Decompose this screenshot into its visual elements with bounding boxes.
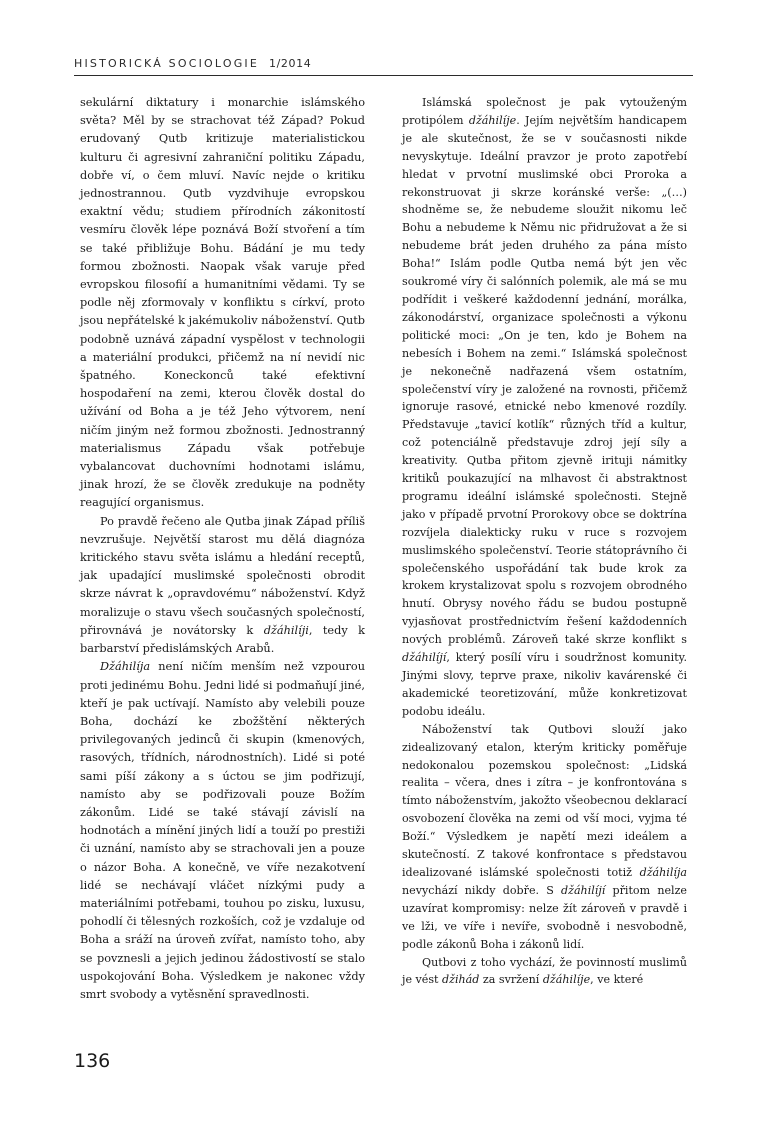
paragraph	[80, 94, 365, 513]
italic-term: džáhilíjí	[561, 883, 606, 897]
paragraph	[402, 954, 687, 990]
paragraph	[80, 513, 365, 659]
italic-term: džáhilíje	[468, 113, 517, 127]
journal-title: HISTORICKÁ SOCIOLOGIE	[74, 57, 260, 70]
paragraph	[402, 94, 687, 721]
paragraph	[80, 658, 365, 1004]
header-rule	[74, 75, 693, 76]
running-header	[74, 57, 311, 70]
paragraph-text: , ve které	[590, 973, 644, 987]
paragraph	[402, 721, 687, 954]
paragraph-text: Qutbovi z toho vychází, že povinností muslimů je vést	[402, 955, 687, 987]
italic-term: džáhilíjí	[402, 651, 447, 665]
paragraph-text: , který posílí víru i soudržnost komunity. Jinými slovy, teprve praxe, nikoliv kavárenské či akademické teoretizování, může konkretizovat podobu ideálu.	[402, 651, 687, 718]
paragraph-text: . Jejím největším handicapem je ale skutečnost, že se v současnosti nikde nevyskytuje. Ideální pravzor je proto zapotřebí hledat v prvotní muslimské obci Proroka a rekonstruovat ji skrze koránské verše: „(…) shodněme se, že nebudeme sloužit nikomu leč Bohu a nebudeme k Němu nic přidružovat a že si nebudeme brát jeden druhého za pána místo Boha!“ Islám podle Qutba nemá být jen věc soukromé víry či salónních polemik, ale má se mu podřídit i veškeré každodenní jednání, morálka, zákonodárství, organizace společnosti a výkonu politické moci: „On je ten, kdo je Bohem na nebesích i Bohem na zemi.“ Islámská společnost je nekonečně nadřazená všem ostatním, společenství víry je založené na rovnosti, přičemž ignoruje rasové, etnické nebo kmenové rozdíly. Představuje „tavicí kotlík“ různých tříd a kultur, což potenciálně představuje zdroj její síly a kreativity. Qutba přitom zjevně irituji námitky kritiků poukazující na mlhavost či abstraktnost programu ideální islámské společnosti. Stejně jako v případě prvotní Prorokovy obce se doktrína rozvíjela dialekticky ruku v ruce s rozvojem muslimského společenství. Teorie státoprávního či společenského uspořádání tak bude krok za krokem krystalizovat spolu s rozvojem obrodného hnutí. Obrysy nového řádu se budou postupně vyjasňovat prostřednictvím řešení každodenních nových problémů. Zároveň také skrze konflikt s	[402, 113, 687, 647]
paragraph-text: sekulární diktatury i monarchie islámského světa? Měl by se strachovat též Západ? Pokud erudovaný Qutb kritizuje materialistickou kulturu či agresivní zahraniční politiku Západu, dobře ví, o čem mluví. Navíc nejde o kritiku jednostrannou. Qutb vyzdvihuje evropskou exaktní vědu; studiem přírodních zákonitostí vesmíru člověk lépe poznává Boží stvoření a tím se také přibližuje Bohu. Bádání je mu tedy formou zbožnosti. Naopak však varuje před evropskou filosofií a humanitními vědami. Ty se podle něj zformovaly v konfliktu s církví, proto jsou nepřátelské k jakémukoliv náboženství. Qutb podobně uznává západní vyspělost v technologii a materiální produkci, přičemž na ní nevidí nic špatného. Koneckonců také efektivní hospodaření na zemi, kterou člověk dostal do užívání od Boha a je též Jeho výtvorem, není ničím jiným než formou zbožnosti. Jednostranný materialismus Západu však potřebuje vybalancovat duchovními hodnotami islámu, jinak hrozí, že se člověk zredukuje na podněty reagující organismus.	[80, 96, 365, 510]
left-column	[80, 94, 365, 1004]
issue-number: 1/2014	[269, 57, 312, 70]
paragraph-text: , tedy k barbarství předislámských Arabů.	[80, 623, 365, 656]
italic-term: džáhilíje	[542, 973, 591, 987]
paragraph-text: Islámská společnost je pak vytouženým protipólem	[402, 96, 687, 127]
paragraph-text: nevychází nikdy dobře. S	[402, 883, 561, 897]
paragraph-text: za svržení	[479, 973, 543, 987]
page-number: 136	[74, 1050, 111, 1072]
italic-term: džáhilíja	[639, 865, 687, 879]
paragraph-text: Náboženství tak Qutbovi slouží jako zidealizovaný etalon, kterým kriticky poměřuje nedokonalou pozemskou společnost: „Lidská realita – včera, dnes i zítra – je konfrontována s tímto náboženstvím, jakožto všeobecnou deklarací osvobození člověka na zemi od vší moci, vyjma té Boží.“ Výsledkem je napětí mezi ideálem a skutečností. Z takové konfrontace s představou idealizované islámské společnosti totiž	[402, 722, 687, 879]
paragraph-text: přitom nelze uzavírat kompromisy: nelze žít zároveň v pravdě i ve lži, ve víře i nevíře, svobodně i nesvobodně, podle zákonů Boha i zákonů lidí.	[402, 883, 687, 951]
paragraph-text: není ničím menším než vzpourou proti jedinému Bohu. Jedni lidé si podmaňují jiné, kteří je pak uctívají. Namísto aby velebili pouze Boha, dochází ke zbožštění některých privilegovaných jedinců či skupin (kmenových, rasových, třídních, národnostních). Lidé si poté sami píší zákony a s úctou se jim podřizují, namísto aby se podřizovali pouze Božím zákonům. Lidé se také stávají závislí na hodnotách a mínění jiných lidí a touží po prestiži či uznání, namísto aby se strachovali jen a pouze o názor Boha. A konečně, ve víře nezakotvení lidé se nechávají vláčet nízkými pudy a materiálními potřebami, touhou po zisku, luxusu, pohodlí či tělesných rozkoších, což je vzdaluje od Boha a sráží na úroveň zvířat, namísto toho, aby se povznesli a jejich jedinou žádostivostí se stalo uspokojování Boha. Výsledkem je nakonec vždy smrt svobody a vytěsnění spravedlnosti.	[80, 660, 365, 1001]
right-column	[402, 94, 687, 989]
italic-term: Džáhilíja	[100, 660, 151, 674]
italic-term: džihád	[442, 973, 480, 987]
paragraph-text: Po pravdě řečeno ale Qutba jinak Západ příliš nevzrušuje. Největší starost mu dělá diagnóza kritického stavu světa islámu a hledání receptů, jak upadající muslimské společnosti obrodit skrze návrat k „opravdovému“ náboženství. Když moralizuje o stavu všech současných společností, přirovnává je novátorsky k	[80, 514, 365, 637]
italic-term: džáhilíji	[263, 623, 309, 637]
